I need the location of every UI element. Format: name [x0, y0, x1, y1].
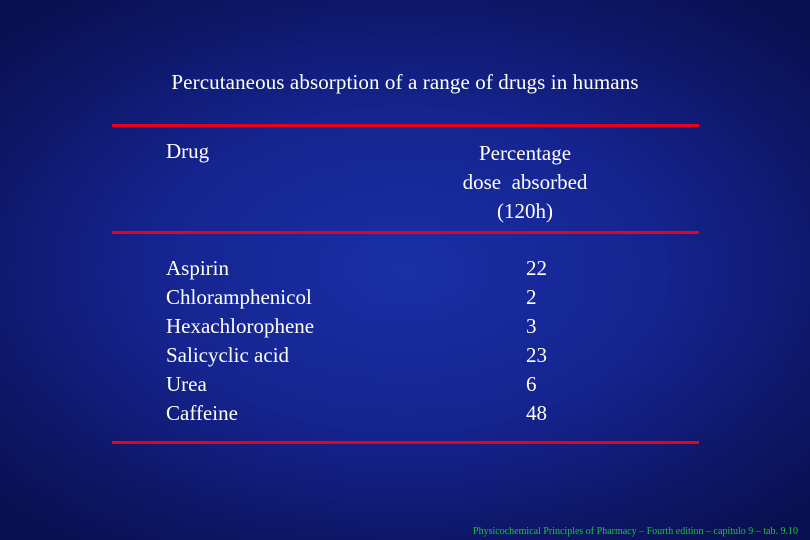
source-citation: Physicochemical Principles of Pharmacy – Fourth edition – capítulo 9 – tab. 9.10: [473, 526, 798, 537]
percentage-value-cell: 3: [526, 314, 537, 338]
table-bottom-rule: [112, 441, 699, 444]
table-top-rule: [112, 124, 699, 127]
table-header-rule: [112, 231, 699, 234]
drug-name-cell: Caffeine: [166, 401, 238, 425]
column-header-percentage-line: Percentage: [478, 141, 572, 165]
drug-name-cell: Urea: [166, 372, 207, 396]
percentage-value-column: [526, 254, 547, 428]
percentage-value-cell: 48: [526, 401, 547, 425]
column-header-percentage-line: dose absorbed: [462, 170, 588, 194]
column-header-drug: Drug: [166, 139, 210, 163]
drug-name-cell: Aspirin: [166, 256, 229, 280]
drug-name-cell: Chloramphenicol: [166, 285, 312, 309]
slide-title: Percutaneous absorption of a range of drugs in humans: [171, 70, 639, 94]
drug-name-cell: Hexachlorophene: [166, 314, 315, 338]
percentage-value-cell: 2: [526, 285, 537, 309]
column-header-percentage: [440, 139, 610, 226]
percentage-value-cell: 22: [526, 256, 547, 280]
drug-name-column: [166, 254, 314, 428]
column-header-percentage-line: (120h): [497, 199, 553, 223]
percentage-value-cell: 6: [526, 372, 537, 396]
drug-name-cell: Salicyclic acid: [166, 343, 290, 367]
percentage-value-cell: 23: [526, 343, 547, 367]
